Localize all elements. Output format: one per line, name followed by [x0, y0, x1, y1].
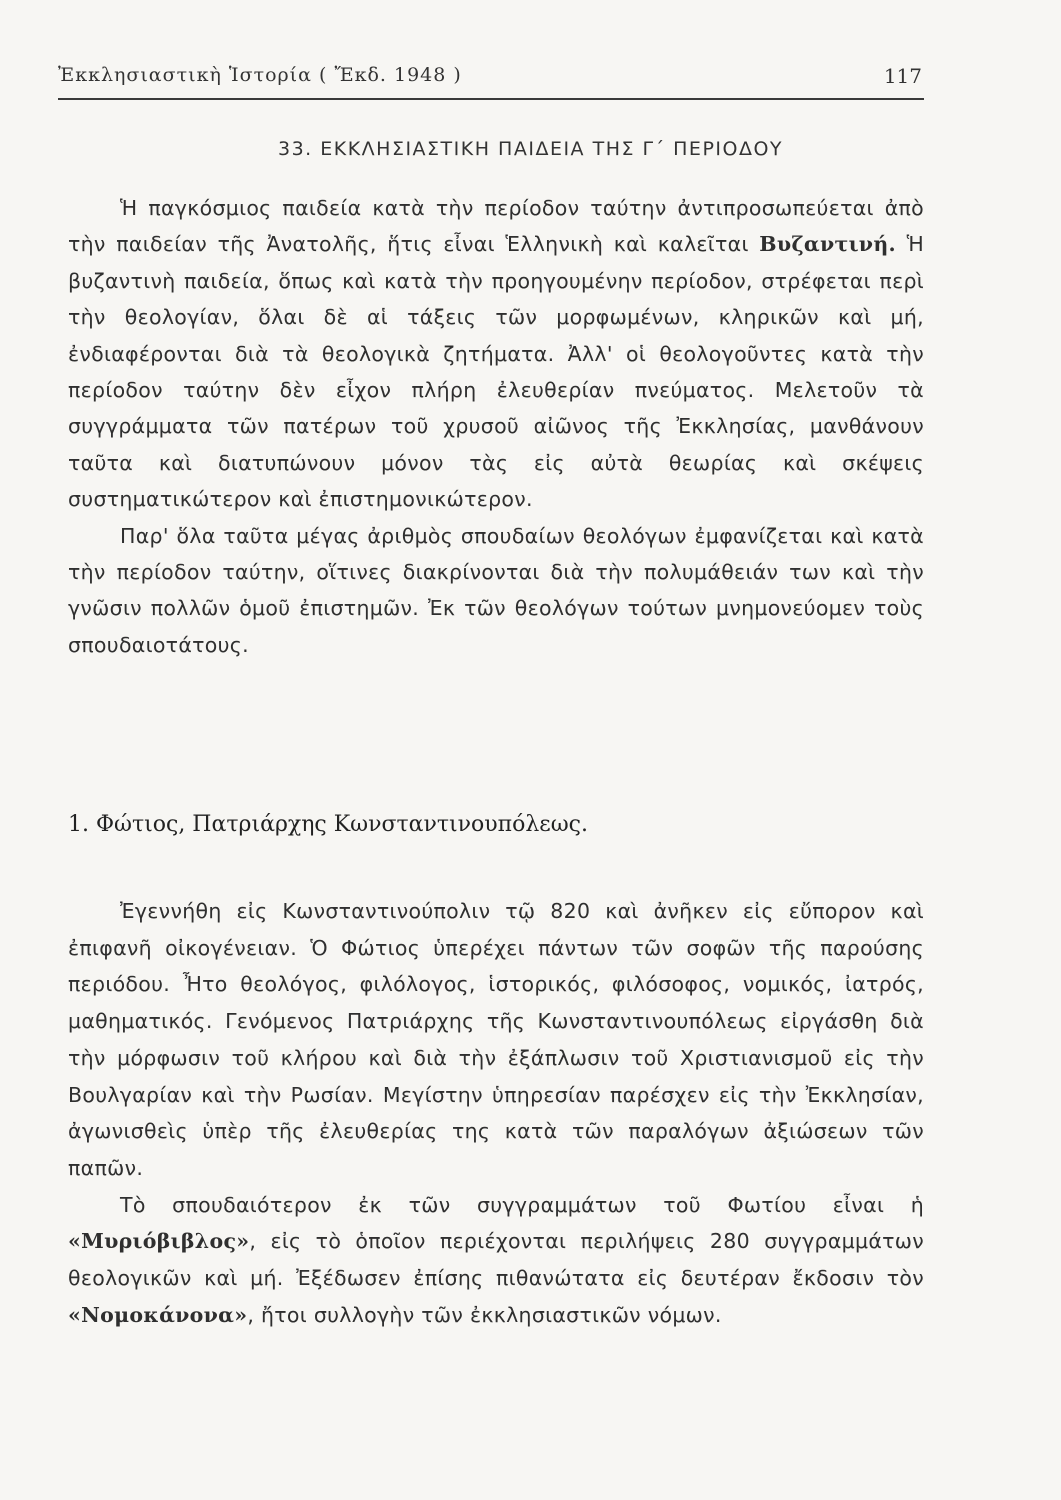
intro-paragraph-2: Παρ' ὅλα ταῦτα μέγας ἀριθμὸς σπουδαίων θεολόγων ἐμφανίζεται καὶ κατὰ τὴν περίοδον ταύτην, οἵτινες διακρίνονται διὰ τὴν πολυμάθειάν των καὶ τὴν γνῶσιν πολλῶν ὁμοῦ ἐπιστημῶν. Ἐκ τῶν θεολόγων τούτων μνημονεύομεν τοὺς σπουδαιοτάτους. [68, 523, 924, 657]
intro-text [68, 190, 924, 663]
section-text [68, 893, 924, 1333]
intro-p1-text-b: Ἡ βυζαντινὴ παιδεία, ὅπως καὶ κατὰ τὴν προηγουμένην περίοδον, στρέφεται περὶ τὴν θεολογίαν, ὅλαι δὲ αἱ τάξεις τῶν μορφωμένων, κληρικῶν καὶ μή, ἐνδιαφέρονται διὰ τὰ θεολογικὰ ζητήματα. Ἀλλ' οἱ θεολογοῦντες κατὰ τὴν περίοδον ταύτην δὲν εἶχον πλήρη ἐλευθερίαν πνεύματος. Μελετοῦν τὰ συγγράμματα τῶν πατέρων τοῦ χρυσοῦ αἰῶνος τῆς Ἐκκλησίας, μανθάνουν ταῦτα καὶ διατυπώνουν μόνον τὰς εἰς αὐτὰ θεωρίας καὶ σκέψεις συστηματικώτερον καὶ ἐπιστημονικώτερον. [68, 232, 924, 512]
section-p2-title-myriobiblos: «Μυριόβιβλος» [68, 1229, 250, 1254]
intro-paragraph-1 [68, 190, 924, 518]
section-paragraph-1: Ἐγεννήθη εἰς Κωνσταντινούπολιν τῷ 820 καὶ ἀνῆκεν εἰς εὔπορον καὶ ἐπιφανῆ οἰκογένειαν. Ὁ Φώτιος ὑπερέχει πάντων τῶν σοφῶν τῆς παρούσης περιόδου. Ἦτο θεολόγος, φιλόλογος, ἱστορικός, φιλόσοφος, νομικός, ἰατρός, μαθηματικός. Γενόμενος Πατριάρχης τῆς Κωνσταντινουπόλεως εἰργάσθη διὰ τὴν μόρφωσιν τοῦ κλήρου καὶ διὰ τὴν ἐξάπλωσιν τοῦ Χριστιανισμοῦ εἰς τὴν Βουλγαρίαν καὶ τὴν Ρωσίαν. Μεγίστην ὑπηρεσίαν παρέσχεν εἰς τὴν Ἐκκλησίαν, ἀγωνισθεὶς ὑπὲρ τῆς ἐλευθερίας της κατὰ τῶν παραλόγων ἀξιώσεων τῶν παπῶν. [68, 899, 924, 1180]
running-header [58, 62, 924, 100]
chapter-title: 33. ΕΚΚΛΗΣΙΑΣΤΙΚΗ ΠΑΙΔΕΙΑ ΤΗΣ Γ΄ ΠΕΡΙΟΔΟΥ [277, 138, 784, 160]
section-p2-text-a: Τὸ σπουδαιότερον ἐκ τῶν συγγραμμάτων τοῦ Φωτίου εἶναι ἡ [120, 1192, 924, 1217]
intro-p1-text-a: Ἡ παγκόσμιος παιδεία κατὰ τὴν περίοδον ταύτην ἀντιπροσωπεύεται ἀπὸ τὴν παιδείαν τῆς Ἀνατολῆς, ἥτις εἶναι Ἑλληνικὴ καὶ καλεῖται [68, 196, 924, 257]
page-number: 117 [883, 64, 922, 88]
section-p2-text-e: , ἤτοι συλλογὴν τῶν ἐκκλησιαστικῶν νόμων. [247, 1302, 722, 1327]
section-paragraph-2 [68, 1187, 924, 1334]
intro-p1-term: Βυζαντινή. [759, 232, 896, 257]
section-p2-text-c: , εἰς τὸ ὁποῖον περιέχονται περιλήψεις 280 συγγραμμάτων θεολογικῶν καὶ μή. Ἐξέδωσεν ἐπίσης πιθανώτατα εἰς δευτέραν ἔκδοσιν τὸν [68, 1229, 924, 1291]
section-p2-title-nomokanon: «Νομοκάνονα» [68, 1302, 248, 1327]
section-heading: 1. Φώτιος, Πατριάρχης Κωνσταντινουπόλεως. [68, 812, 588, 837]
running-header-title: Ἐκκλησιαστικὴ Ἱστορία ( Ἔκδ. 1948 ) [58, 64, 462, 86]
